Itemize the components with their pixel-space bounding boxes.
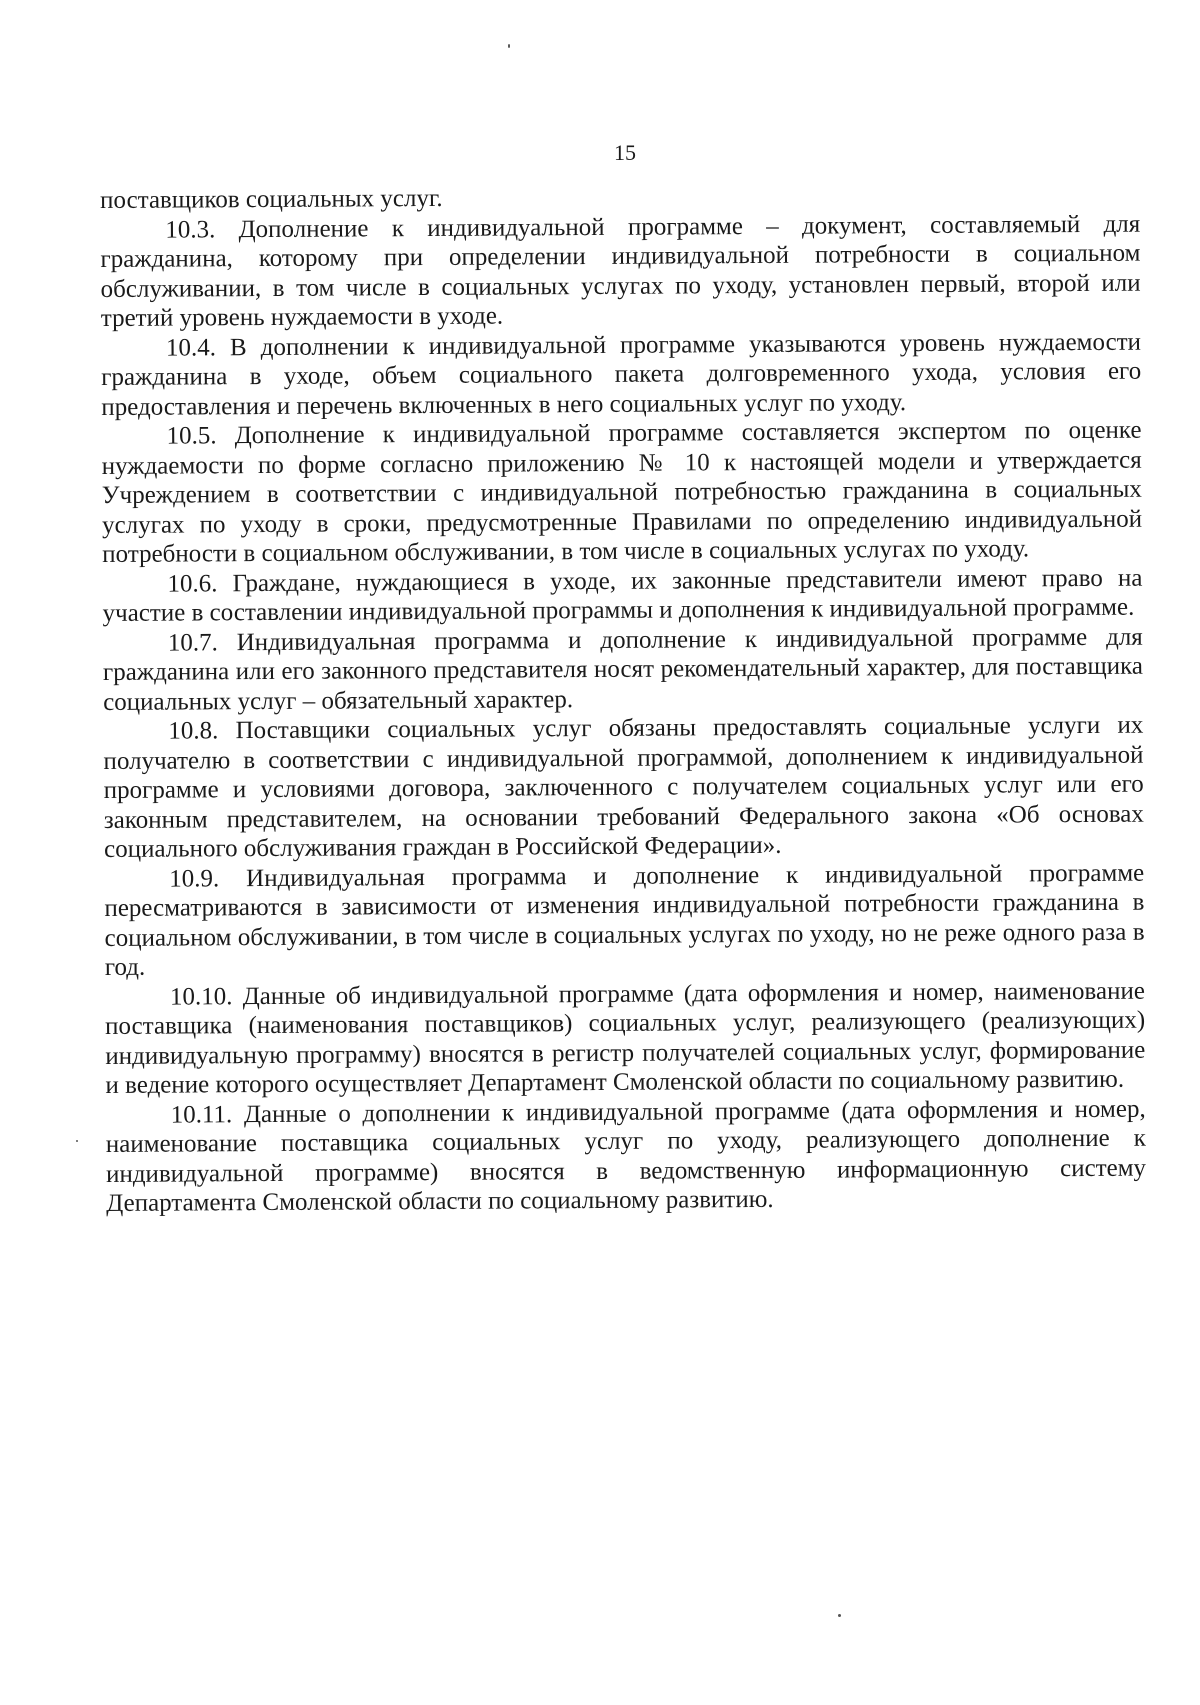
paragraph-10-8: 10.8. Поставщики социальных услуг обязаны предоставлять социальные услуги их получателю в соответствии с индивидуальной программой, дополнением к индивидуальной программе и условиями договора, заключенного с получателем социальных услуг или его законным представителем, на основании требований Федерального закона «Об основах социального обслуживания граждан в Российской Федерации». [103, 711, 1144, 863]
document-body [100, 180, 1146, 1219]
paragraph-10-11: 10.11. Данные о дополнении к индивидуальной программе (дата оформления и номер, наименование поставщика социальных услуг по уходу, реализующего дополнение к индивидуальной программе) вносятся в ведомственную информационную систему Департамента Смоленской области по социальному развитию. [105, 1095, 1147, 1217]
paragraph-10-9: 10.9. Индивидуальная программа и дополнение к индивидуальной программе пересматриваются в зависимости от изменения индивидуальной потребности гражданина в социальном обслуживании, в том числе в социальных услугах по уходу, но не реже одного раза в год. [104, 859, 1145, 981]
paragraph-continuation: поставщиков социальных услуг. [100, 184, 443, 214]
paragraph-10-6: 10.6. Граждане, нуждающиеся в уходе, их законные представители имеют право на участие в составлении индивидуальной программы и дополнения к индивидуальной программе. [102, 564, 1143, 627]
paragraph-10-10: 10.10. Данные об индивидуальной программе (дата оформления и номер, наименование поставщика (наименования поставщиков) социальных услуг, реализующего (реализующих) индивидуальную программу) вносятся в регистр получателей социальных услуг, формирование и ведение которого осуществляет Департамент Смоленской области по социальному развитию. [105, 977, 1146, 1099]
paragraph-10-3: 10.3. Дополнение к индивидуальной программе – документ, составляемый для гражданина, которому при определении индивидуальной потребности в социальном обслуживании, в том числе в социальных услугах по уходу, установлен первый, второй или третий уровень нуждаемости в уходе. [100, 210, 1141, 332]
scan-speck-left [76, 1140, 78, 1142]
scan-speck-top [508, 44, 510, 48]
scan-speck-bottom [838, 1614, 841, 1617]
paragraph-10-4: 10.4. В дополнении к индивидуальной программе указываются уровень нуждаемости гражданина в уходе, объем социального пакета долговременного ухода, условия его предоставления и перечень включенных в него социальных услуг по уходу. [101, 328, 1142, 421]
paragraph-10-7: 10.7. Индивидуальная программа и дополнение к индивидуальной программе для гражданина или его законного представителя носят рекомендательный характер, для поставщика социальных услуг – обязательный характер. [102, 623, 1144, 716]
page-number: 15 [614, 140, 636, 165]
paragraph-10-5: 10.5. Дополнение к индивидуальной программе составляется экспертом по оценке нуждаемости по форме согласно приложению № 10 к настоящей модели и утверждается Учреждением в соответствии с индивидуальной потребностью гражданина в социальных услугах по уходу в сроки, предусмотренные Правилами по определению индивидуальной потребности в социальном обслуживании, в том числе в социальных услугах по уходу. [101, 416, 1143, 568]
